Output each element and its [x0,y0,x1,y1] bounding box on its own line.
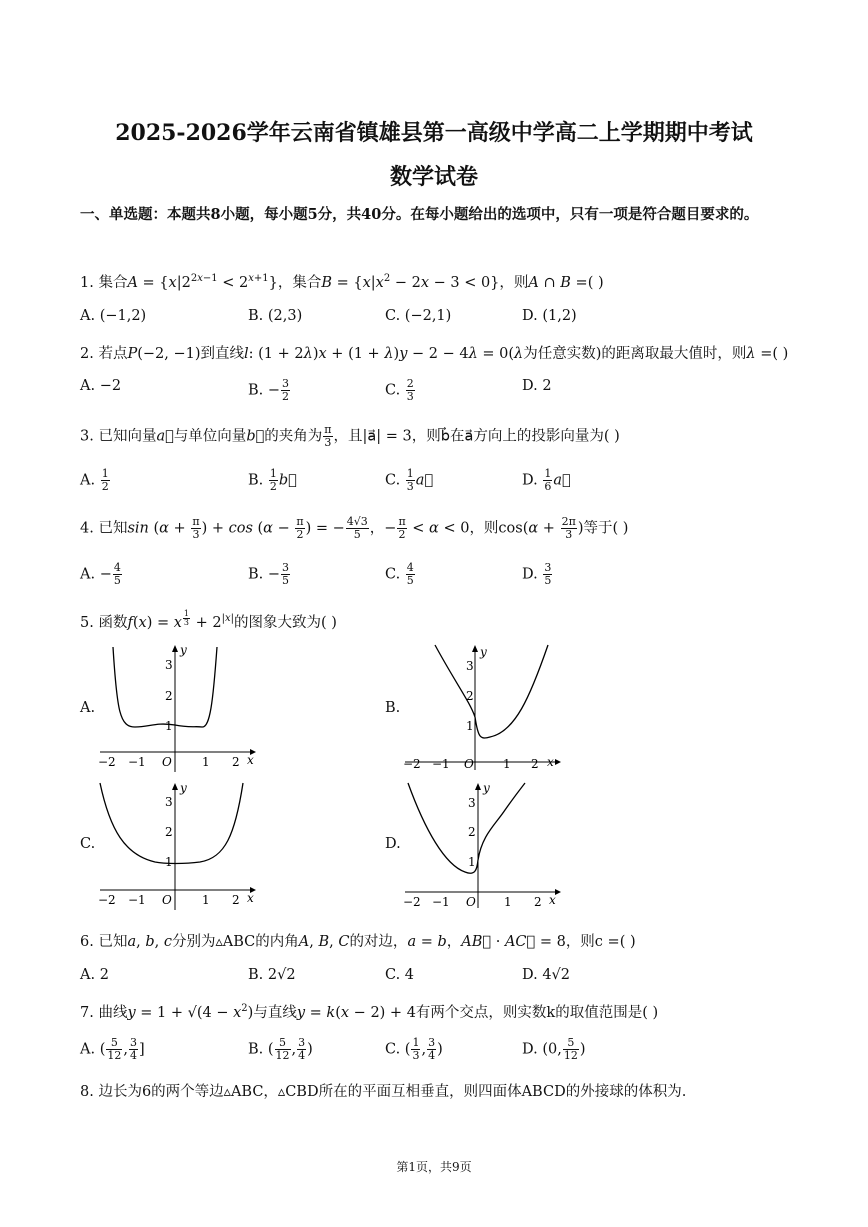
tick-y-1: 1 [165,855,173,869]
option-d[interactable]: D. 2 [522,378,552,394]
question-7: 7. 曲线$y = 1 + √(4 - x^2)$与直线y = k(x − 2) + 4有两个交点，则实数k的取值范围是( ) [80,1003,659,1021]
question-6-options [80,967,780,987]
option-b[interactable]: B. (2,3) [248,308,303,324]
tick-y-3: 3 [165,658,173,672]
option-c[interactable]: C. $\frac{4}{5}$ [385,561,414,587]
tick-x-2: 2 [232,755,240,769]
y-axis-label: y [180,781,187,795]
option-d[interactable]: D. (1,2) [522,308,577,324]
tick-y-3: 3 [466,659,474,673]
option-a[interactable]: A. (−1,2) [80,308,147,324]
option-c[interactable]: C. 4 [385,967,415,983]
tick-y-2: 2 [165,689,173,703]
option-d[interactable]: D. 4√2 [522,967,571,983]
x-axis-label: x [547,755,554,769]
option-d[interactable]: D. $\frac{1}{6}$ a⃗ [522,467,571,493]
option-c[interactable]: C. ( $\frac{1}{3}$ , $\frac{3}{4}$ ) [385,1036,443,1062]
question-4-options [80,562,780,588]
question-3-options [80,468,780,494]
tick-x-1: 1 [503,757,511,771]
origin-label: O [464,757,474,771]
graph-d-label[interactable]: D. [385,836,401,852]
question-3: 3. 已知向量a⃗与单位向量b⃗的夹角为 $\frac{\pi}{3}$ ，且|a⃗| = 3，则b⃗在a⃗方向上的投影向量为( ) [80,423,620,449]
y-axis-label: y [180,643,187,657]
option-a[interactable]: A. −2 [80,378,122,394]
document-title: 2025-2026学年云南省镇雄县第一高级中学高二上学期期中考试 [115,120,753,146]
option-b[interactable]: B. ( $\frac{5}{12}$ , $\frac{3}{4}$ ) [248,1036,313,1062]
tick-x-neg2: −2 [98,893,116,907]
tick-x-1: 1 [504,895,512,909]
question-2: 2. 若点P(−2, −1)到直线l: (1 + 2λ)x + (1 + λ)y − 2 − 4λ = 0(λ为任意实数)的距离取最大值时，则λ =( ) [80,346,789,362]
tick-y-3: 3 [468,796,476,810]
option-c[interactable]: C. $\frac{1}{3}$ a⃗ [385,467,434,493]
option-d[interactable]: D. $\frac{3}{5}$ [522,561,552,587]
y-axis-label: y [480,645,487,659]
tick-x-neg1: −1 [128,893,146,907]
tick-x-neg2: −2 [98,755,116,769]
graph-b-label[interactable]: B. [385,700,401,716]
tick-x-neg1: −1 [128,755,146,769]
option-c[interactable]: C. $\frac{2}{3}$ [385,377,414,403]
tick-y-2: 2 [468,825,476,839]
tick-y-2: 2 [165,825,173,839]
graph-a-label[interactable]: A. [80,700,96,716]
tick-x-2: 2 [534,895,542,909]
origin-label: O [162,893,172,907]
graph-b[interactable] [400,642,565,772]
page-footer: 第1页，共9页 [396,1160,472,1174]
x-axis-label: x [549,893,556,907]
question-2-options [80,378,780,404]
graph-d[interactable] [400,780,565,910]
option-a[interactable]: A. ( $\frac{5}{12}$ , $\frac{3}{4}$ ] [80,1036,145,1062]
question-7-options [80,1037,780,1065]
origin-label: O [466,895,476,909]
tick-y-1: 1 [466,719,474,733]
tick-y-2: 2 [466,689,474,703]
tick-x-neg2: −2 [403,757,421,771]
option-b[interactable]: B. 2√2 [248,967,296,983]
option-b[interactable]: B. $\frac{1}{2}$ b⃗ [248,467,297,493]
tick-y-1: 1 [468,855,476,869]
option-d[interactable]: D. (0, $\frac{5}{12}$ ) [522,1036,586,1062]
tick-x-1: 1 [202,755,210,769]
option-b[interactable]: B. − $\frac{3}{2}$ [248,377,290,403]
question-6: 6. 已知a, b, c分别为▵ABC的内角A, B, C的对边，a = b，AB⃗ · AC⃗ = 8，则c =( ) [80,934,636,950]
question-1: 1. 集合$A = \{x|2^{2x-1} < 2^{x+1}\}$，集合$B = \{x|x^2 - 2x - 3 < 0\}$，则A ∩ B =( ) [80,273,604,291]
y-axis-label: y [483,781,490,795]
option-a[interactable]: A. $\frac{1}{2}$ [80,467,109,493]
tick-x-neg2: −2 [403,895,421,909]
document-subtitle: 数学试卷 [389,164,478,190]
x-axis-label: x [247,891,254,905]
graph-a[interactable] [95,642,260,772]
tick-x-neg1: −1 [432,757,450,771]
question-1-options [80,308,780,328]
tick-x-1: 1 [202,893,210,907]
option-c[interactable]: C. (−2,1) [385,308,452,324]
option-a[interactable]: A. − $\frac{4}{5}$ [80,561,121,587]
origin-label: O [162,755,172,769]
option-a[interactable]: A. 2 [80,967,109,983]
tick-y-3: 3 [165,795,173,809]
graph-c[interactable] [95,780,260,910]
option-b[interactable]: B. − $\frac{3}{5}$ [248,561,290,587]
tick-y-1: 1 [165,719,173,733]
question-4: 4. 已知sin (α + $\frac{\pi}{3}$ ) + cos (α − $\frac{\pi}{2}$ ) = − $\frac{4√3}{5}$ ，− $\frac{\pi}{2}$ < α < 0，则cos(α + $\frac{2\pi}{3}$ )等于( ) [80,515,629,541]
tick-x-2: 2 [531,757,539,771]
tick-x-2: 2 [232,893,240,907]
x-axis-label: x [247,753,254,767]
section-heading: 一、单选题：本题共8小题，每小题5分，共40分。在每小题给出的选项中，只有一项是符合题目要求的。 [80,206,759,223]
question-8: 8. 边长为6的两个等边▵ABC，▵CBD所在的平面互相垂直，则四面体ABCD的外接球的体积为. [80,1084,687,1100]
question-5: 5. 函数f(x) = x $^{\frac{1}{3}}$ + $2^{|x|}$的图象大致为( ) [80,609,337,631]
tick-x-neg1: −1 [432,895,450,909]
graph-c-label[interactable]: C. [80,836,96,852]
